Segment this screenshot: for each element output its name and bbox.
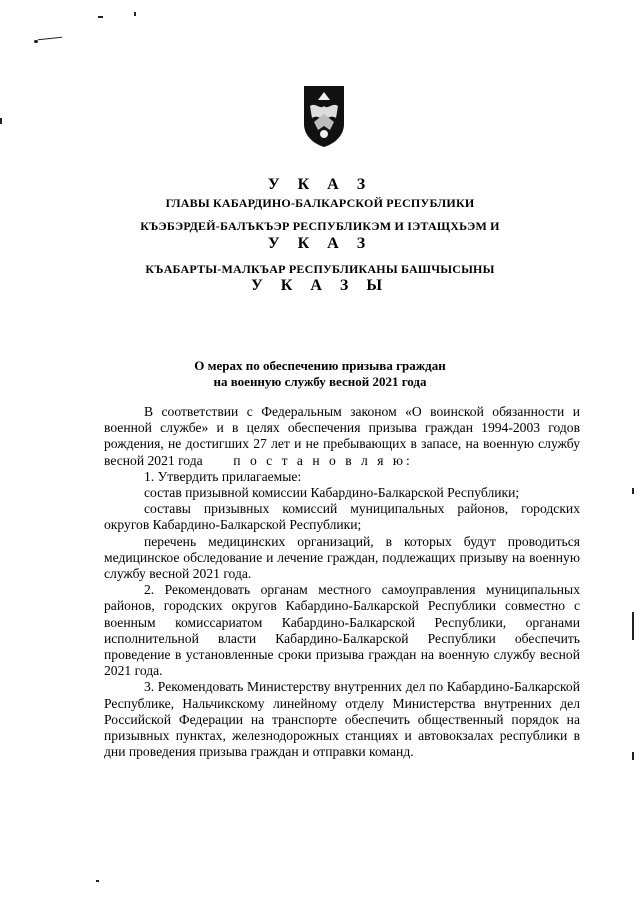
scan-mark bbox=[632, 752, 634, 760]
decree-title bbox=[0, 358, 640, 390]
scan-mark bbox=[0, 118, 2, 124]
scan-mark bbox=[632, 488, 634, 494]
decree-heading-balkar: У К А З Ы bbox=[250, 277, 390, 294]
item-1c: перечень медицинских организаций, в которых будут проводиться медицинское обследование и лечение граждан, подлежащих призыву на военную службу весной 2021 года. bbox=[104, 533, 580, 582]
decree-heading-kabardian: У К А З bbox=[267, 235, 373, 252]
scan-mark bbox=[34, 40, 38, 43]
decree-body bbox=[104, 404, 580, 760]
intro-text: В соответствии с Федеральным законом «О воинской обязанности и военной службе» и в целях обеспечения призыва граждан 1994-2003 годов рождения, не достигших 27 лет и не пребывающих в запасе, на военную службу весной 2021 года bbox=[104, 404, 580, 468]
decree-title-line2: на военную службу весной 2021 года bbox=[213, 374, 427, 389]
scan-mark bbox=[98, 16, 103, 18]
scan-mark bbox=[134, 12, 136, 16]
postanovlyayu-word: п о с т а н о в л я ю: bbox=[233, 452, 413, 468]
issuer-balkar: КЪАБАРТЫ-МАЛКЪАР РЕСПУБЛИКАНЫ БАШЧЫСЫНЫ bbox=[145, 262, 495, 276]
scan-mark bbox=[38, 37, 62, 41]
decree-heading: У К А З bbox=[267, 176, 373, 193]
scan-mark bbox=[632, 612, 634, 640]
intro-paragraph bbox=[104, 404, 580, 469]
coat-of-arms-icon bbox=[302, 84, 346, 148]
item-2: 2. Рекомендовать органам местного самоуправления муниципальных районов, городских округов Кабардино-Балкарской Республики совместно с военным комиссариатом Кабардино-Балкарской Республики, органами исполнительной власти Кабардино-Балкарской Республики обеспечить проведение в установленные сроки призыва граждан на военную службу весной 2021 года. bbox=[104, 582, 580, 679]
decree-title-line1: О мерах по обеспечению призыва граждан bbox=[194, 358, 446, 373]
scan-mark bbox=[96, 880, 99, 882]
item-1b: составы призывных комиссий муниципальных районов, городских округов Кабардино-Балкарской Республики; bbox=[104, 501, 580, 533]
item-3: 3. Рекомендовать Министерству внутренних дел по Кабардино-Балкарской Республике, Нальчикскому линейному отделу Министерства внутренних дел Российской Федерации на транспорте обеспечить общественный порядок на призывных пунктах, железнодорожных станциях и автовокзалах республики в дни проведения призыва граждан и отправки команд. bbox=[104, 679, 580, 760]
item-1: 1. Утвердить прилагаемые: bbox=[144, 468, 302, 484]
issuer-kabardian: КЪЭБЭРДЕЙ-БАЛЪКЪЭР РЕСПУБЛИКЭМ И ІЭТАЩХЬЭМ И bbox=[140, 219, 500, 233]
issuer-russian: ГЛАВЫ КАБАРДИНО-БАЛКАРСКОЙ РЕСПУБЛИКИ bbox=[165, 196, 475, 210]
item-1a: состав призывной комиссии Кабардино-Балкарской Республики; bbox=[144, 485, 520, 501]
